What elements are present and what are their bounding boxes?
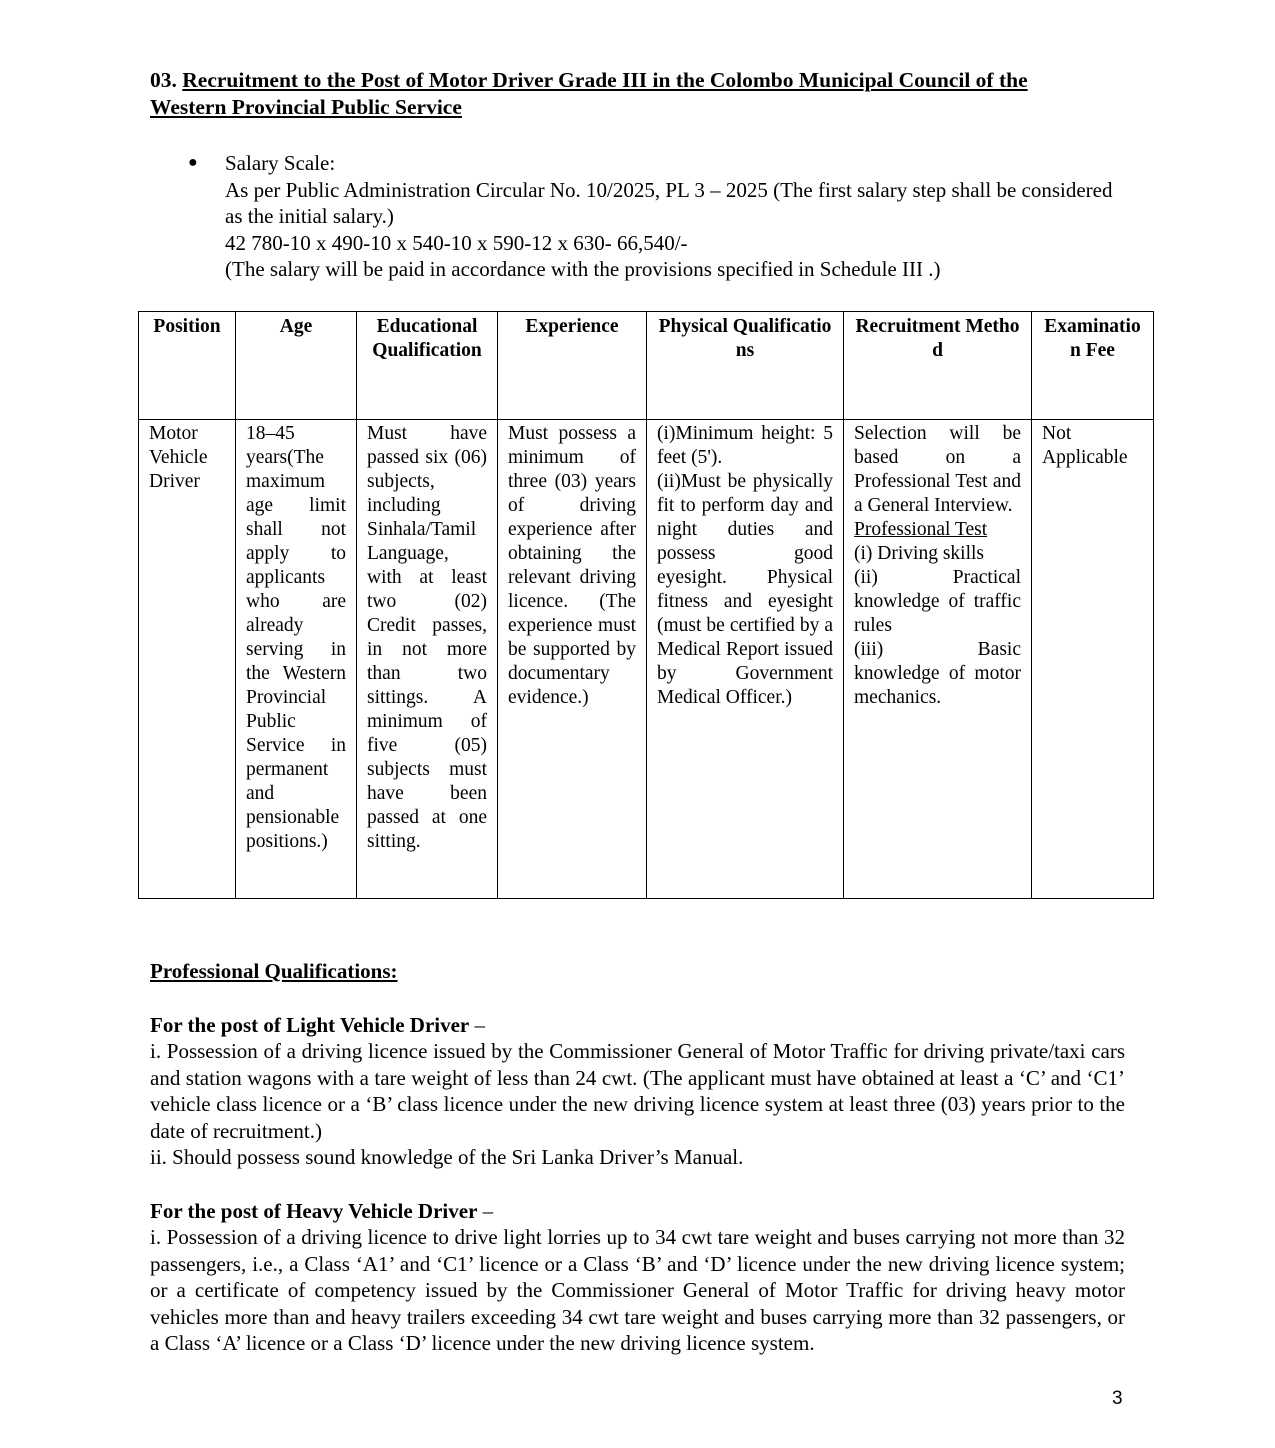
cell-experience: Must possess a minimum of three (03) years of driving experience after obtaining the relevant driving licence. (The experience must be supported by documentary evidence.) [498, 420, 647, 899]
requirements-table [138, 311, 1154, 899]
recruitment-item-2: (ii) Practical knowledge of traffic rules [854, 567, 1021, 636]
physical-item-1: (i)Minimum height: 5 feet (5'). [657, 423, 833, 468]
recruitment-intro: Selection will be based on a Professional Test and a General Interview. [854, 423, 1021, 516]
header-age: Age [236, 312, 357, 420]
salary-note: (The salary will be paid in accordance with the provisions specified in Schedule III .) [225, 257, 941, 281]
table-row [139, 420, 1154, 899]
table-header-row [139, 312, 1154, 420]
section-title-line2: Western Provincial Public Service [150, 95, 462, 119]
salary-circular: As per Public Administration Circular No. 10/2025, PL 3 – 2025 (The first salary step shall be considered as the initial salary.) [225, 177, 1113, 228]
header-fee: Examination Fee [1032, 312, 1154, 420]
recruitment-item-1: (i) Driving skills [854, 543, 984, 564]
header-education: Educational Qualification [357, 312, 498, 420]
physical-item-2: (ii)Must be physically fit to perform day and night duties and possess good eyesight. Physical fitness and eyesight (must be certified by a Medical Report issued by Government Medical Officer.) [657, 471, 833, 708]
page-number: 3 [1112, 1388, 1123, 1409]
cell-physical [647, 420, 844, 899]
recruitment-item-3: (iii) Basic knowledge of motor mechanics. [854, 639, 1021, 708]
salary-scale: 42 780-10 x 490-10 x 540-10 x 590-12 x 630- 66,540/- [225, 230, 688, 255]
cell-position: Motor Vehicle Driver [139, 420, 236, 899]
cell-education: Must have passed six (06) subjects, including Sinhala/Tamil Language, with at least two (02) Credit passes, in not more than two sittings. A minimum of five (05) subjects must have been passed at one sitting. [357, 420, 498, 899]
heavy-vehicle-item-1: i. Possession of a driving licence to drive light lorries up to 34 cwt tare weight and buses carrying not more than 32 passengers, i.e., a Class ‘A1’ and ‘C1’ licence or a Class ‘B’ and ‘D’ licence under the new driving licence system; or a certificate of competency issued by the Commissioner General of Motor Traffic for driving heavy motor vehicles more than and heavy trailers exceeding 34 cwt tare weight and buses carrying more than 32 passengers, or a Class ‘A’ licence or a Class ‘D’ licence under the new driving licence system. [150, 1225, 1125, 1355]
heavy-vehicle-title: For the post of Heavy Vehicle Driver [150, 1198, 478, 1223]
light-vehicle-title: For the post of Light Vehicle Driver [150, 1012, 470, 1037]
bullet-icon: ● [188, 154, 198, 171]
cell-fee: Not Applicable [1032, 420, 1154, 899]
professional-title: Professional Qualifications: [150, 959, 398, 983]
section-heading [150, 67, 1130, 121]
recruitment-test-title: Professional Test [854, 519, 988, 540]
section-title-line1: Recruitment to the Post of Motor Driver Grade III in the Colombo Municipal Council of the [182, 68, 1028, 92]
light-vehicle-dash: – [469, 1012, 485, 1037]
heavy-vehicle-dash: – [477, 1198, 494, 1223]
header-experience: Experience [498, 312, 647, 420]
header-recruitment: Recruitment Method [844, 312, 1032, 420]
section-number: 03. [150, 68, 177, 92]
light-vehicle-item-1: i. Possession of a driving licence issued by the Commissioner General of Motor Traffic for driving private/taxi cars and station wagons with a tare weight of less than 24 cwt. (The applicant must have obtained at least a ‘C’ and ‘C1’ vehicle class licence or a ‘B’ class licence under the new driving licence system at least three (03) years prior to the date of recruitment.) [150, 1039, 1125, 1143]
professional-qualifications [150, 958, 1125, 1357]
light-vehicle-item-2: ii. Should possess sound knowledge of the Sri Lanka Driver’s Manual. [150, 1145, 744, 1169]
cell-recruitment [844, 420, 1032, 899]
salary-label: Salary Scale: [225, 151, 336, 175]
salary-block [188, 150, 1128, 283]
header-position: Position [139, 312, 236, 420]
cell-age: 18–45 years(The maximum age limit shall not apply to applicants who are already serving in the Western Provincial Public Service in permanent and pensionable positions.) [236, 420, 357, 899]
heavy-vehicle-heading [150, 1198, 1125, 1225]
header-physical: Physical Qualifications [647, 312, 844, 420]
light-vehicle-heading [150, 1012, 1125, 1039]
